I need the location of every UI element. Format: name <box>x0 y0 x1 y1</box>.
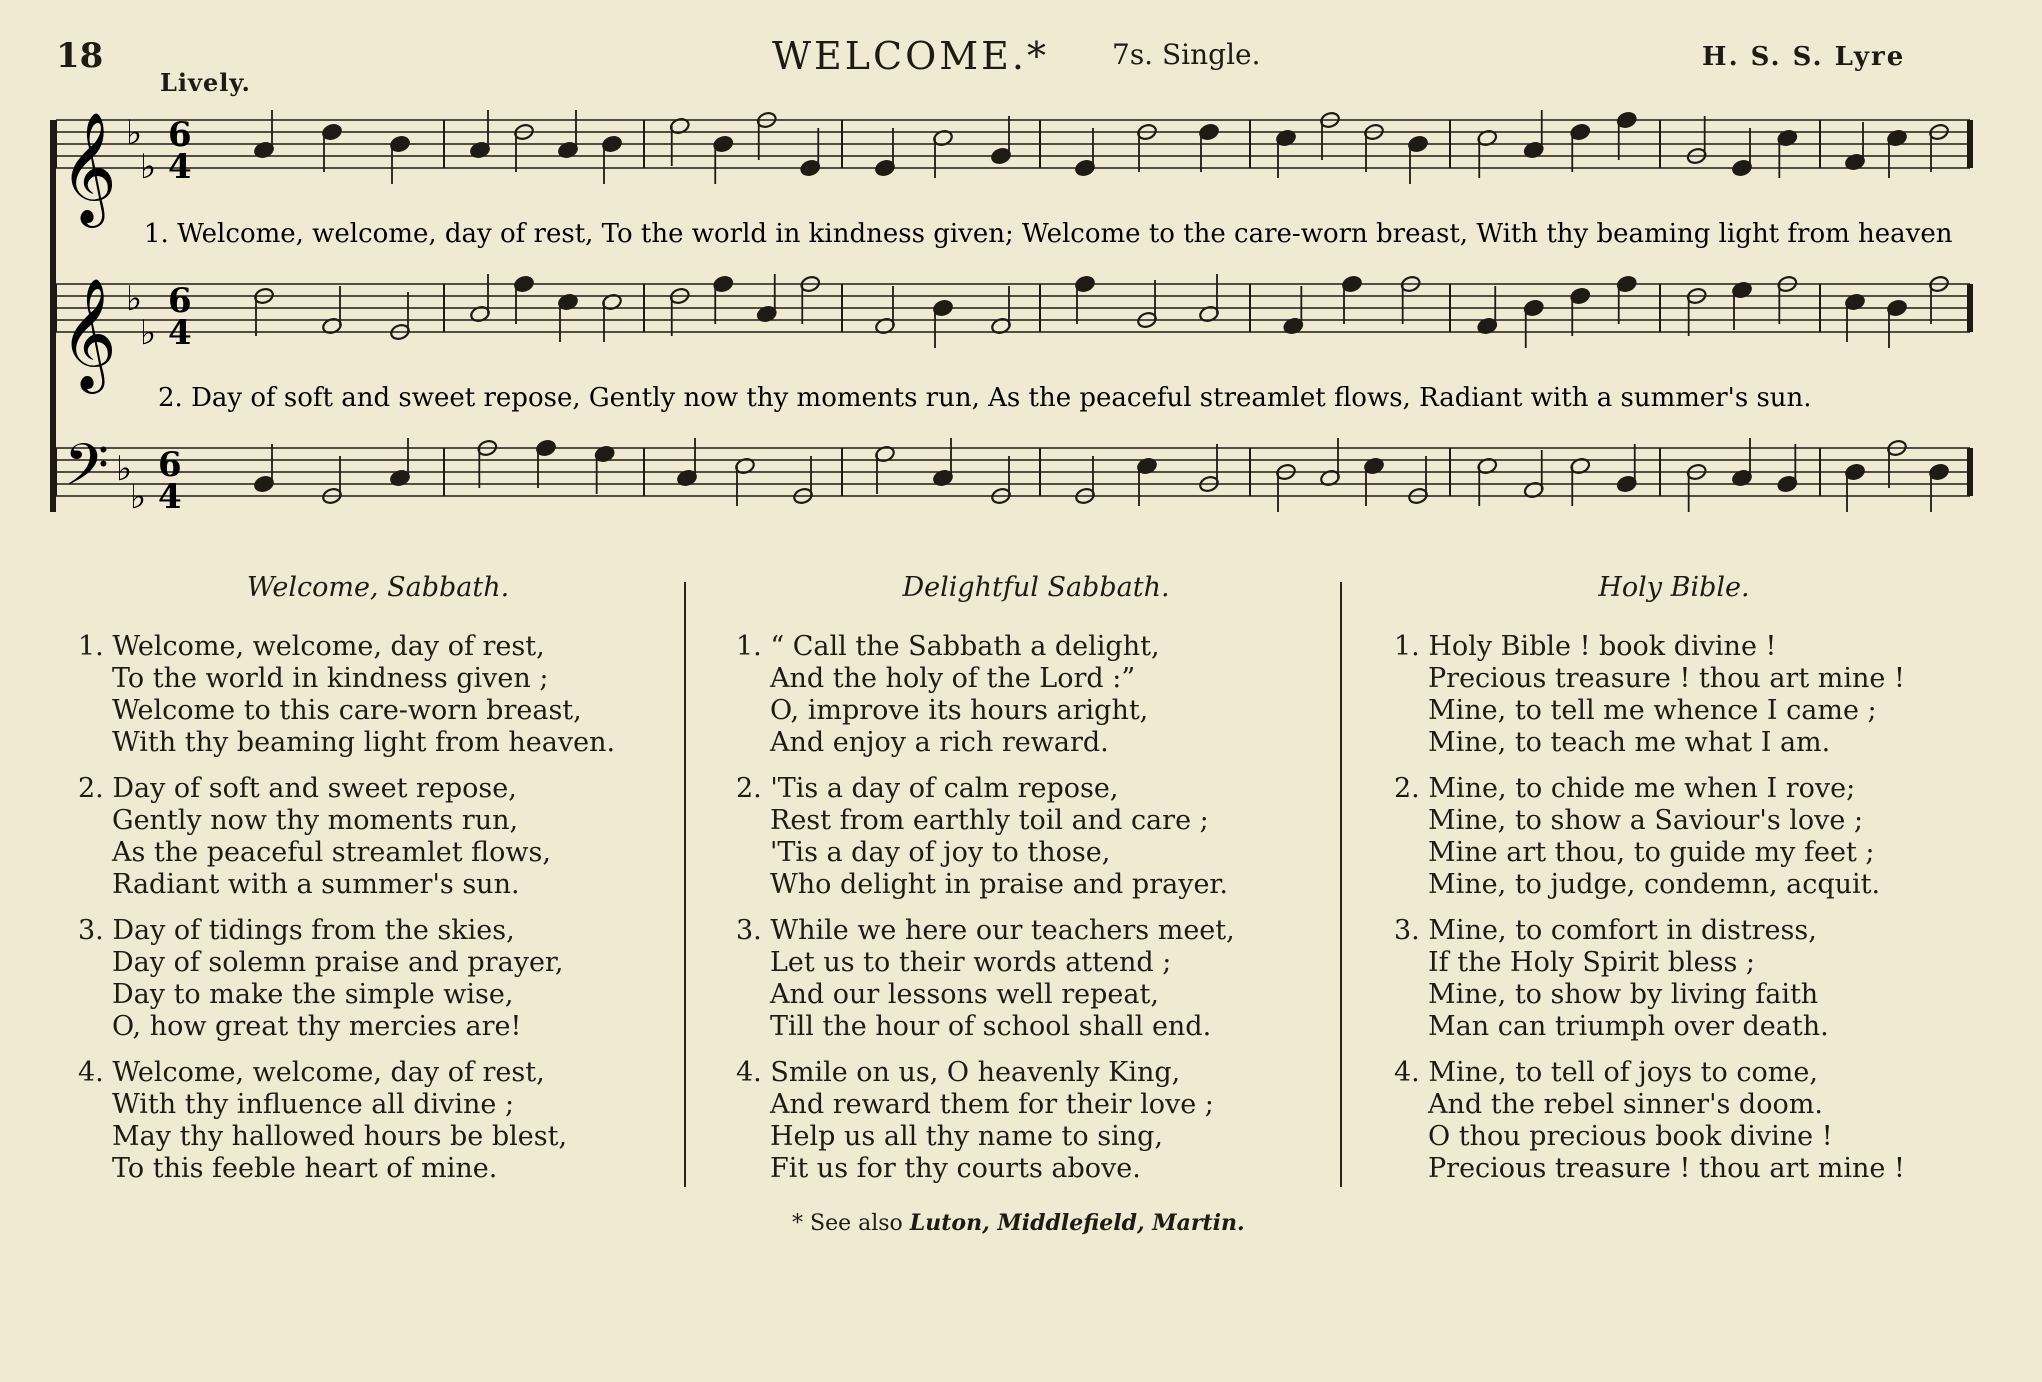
time-sig-top: 6 <box>168 281 192 321</box>
key-flat-icon: ♭ <box>116 449 133 489</box>
stanza <box>78 773 678 901</box>
verse-line: O, improve its hours aright, <box>770 695 1149 726</box>
verse-line: 4. Welcome, welcome, day of rest, <box>78 1057 545 1088</box>
key-flat-icon: ♭ <box>140 313 157 353</box>
verse-line: Rest from earthly toil and care ; <box>770 805 1209 836</box>
verse-line: Radiant with a summer's sun. <box>112 869 520 900</box>
stanza <box>78 1057 678 1185</box>
key-flat-icon: ♭ <box>126 279 143 319</box>
verse-line: May thy hallowed hours be blest, <box>112 1121 568 1152</box>
page-number: 18 <box>56 36 104 76</box>
verse-line: And the rebel sinner's doom. <box>1428 1089 1823 1120</box>
verse-line: Gently now thy moments run, <box>112 805 519 836</box>
verse-line: Let us to their words attend ; <box>770 947 1172 978</box>
verse-line: 1. “ Call the Sabbath a delight, <box>736 631 1160 662</box>
verse-line: And reward them for their love ; <box>770 1089 1214 1120</box>
stanza <box>1394 773 1954 901</box>
staff-lines <box>56 120 1970 496</box>
verse-line: Mine, to tell me whence I came ; <box>1428 695 1877 726</box>
hymn-column-3 <box>1394 572 1954 1199</box>
column-title: Holy Bible. <box>1598 572 1750 603</box>
verse-line: 3. Day of tidings from the skies, <box>78 915 515 946</box>
verse-line: 3. While we here our teachers meet, <box>736 915 1235 946</box>
stanza <box>1394 1057 1954 1185</box>
stanza <box>78 631 678 759</box>
verse-line: With thy influence all divine ; <box>112 1089 515 1120</box>
verse-line: And the holy of the Lord :” <box>770 663 1136 694</box>
source-attribution: H. S. S. Lyre <box>1702 42 1906 72</box>
meter: 7s. Single. <box>1112 38 1261 71</box>
verse-line: To the world in kindness given ; <box>112 663 549 694</box>
key-flat-icon: ♭ <box>140 147 157 187</box>
verse-line: And enjoy a rich reward. <box>770 727 1109 758</box>
hymn-column-2 <box>736 572 1336 1199</box>
verse-line: Welcome to this care-worn breast, <box>112 695 582 726</box>
music-score <box>0 0 2042 540</box>
verse-line: As the peaceful streamlet flows, <box>112 837 551 868</box>
verse-line: Mine, to show by living faith <box>1428 979 1819 1010</box>
verse-line: 4. Mine, to tell of joys to come, <box>1394 1057 1818 1088</box>
column-title: Welcome, Sabbath. <box>246 572 510 603</box>
verse-line: 1. Welcome, welcome, day of rest, <box>78 631 545 662</box>
time-sig-top: 6 <box>158 445 182 485</box>
stanza <box>736 915 1336 1043</box>
stanza <box>1394 631 1954 759</box>
verse-line: Till the hour of school shall end. <box>770 1011 1212 1042</box>
footnote <box>792 1210 1245 1236</box>
bass-clef-icon: 𝄢 <box>64 431 110 513</box>
verse-line: Mine, to judge, condemn, acquit. <box>1428 869 1881 900</box>
verse-line: Help us all thy name to sing, <box>770 1121 1163 1152</box>
key-flat-icon: ♭ <box>130 477 147 517</box>
verse-line: With thy beaming light from heaven. <box>112 727 616 758</box>
verse-line: If the Holy Spirit bless ; <box>1428 947 1755 978</box>
column-divider <box>684 582 686 1187</box>
verse-line: Day of solemn praise and prayer, <box>112 947 564 978</box>
verse-line: O, how great thy mercies are! <box>112 1011 522 1042</box>
verse-line: Mine, to teach me what I am. <box>1428 727 1831 758</box>
treble-clef-icon: 𝄞 <box>60 111 117 223</box>
key-flat-icon: ♭ <box>126 113 143 153</box>
verse-line: And our lessons well repeat, <box>770 979 1159 1010</box>
treble-clef-icon: 𝄞 <box>60 277 117 389</box>
verse-line: 'Tis a day of joy to those, <box>770 837 1111 868</box>
footnote-prefix: * See also <box>792 1211 910 1236</box>
stanza <box>736 1057 1336 1185</box>
time-sig-bottom: 4 <box>158 477 182 517</box>
lyric-underlay-2: 2. Day of soft and sweet repose, Gently now thy moments run, As the peaceful streamlet flows, Radiant with a summer's sun. <box>158 383 1812 413</box>
verse-line: Fit us for thy courts above. <box>770 1153 1141 1184</box>
stanza <box>736 631 1336 759</box>
verse-line: To this feeble heart of mine. <box>112 1153 498 1184</box>
verse-line: Mine art thou, to guide my feet ; <box>1428 837 1875 868</box>
verse-line: Precious treasure ! thou art mine ! <box>1428 1153 1905 1184</box>
time-sig-bottom: 4 <box>168 147 192 187</box>
time-sig-top: 6 <box>168 115 192 155</box>
column-divider <box>1340 582 1342 1187</box>
stanza <box>736 773 1336 901</box>
verse-line: 2. Mine, to chide me when I rove; <box>1394 773 1856 804</box>
stanza <box>78 915 678 1043</box>
notes <box>253 110 1949 512</box>
verse-line: Day to make the simple wise, <box>112 979 514 1010</box>
verse-line: Precious treasure ! thou art mine ! <box>1428 663 1905 694</box>
verse-line: 3. Mine, to comfort in distress, <box>1394 915 1817 946</box>
verse-line: Who delight in praise and prayer. <box>770 869 1228 900</box>
verse-line: Mine, to show a Saviour's love ; <box>1428 805 1864 836</box>
column-title: Delightful Sabbath. <box>902 572 1170 603</box>
verse-line: 4. Smile on us, O heavenly King, <box>736 1057 1181 1088</box>
verse-line: 2. Day of soft and sweet repose, <box>78 773 517 804</box>
verse-line: 1. Holy Bible ! book divine ! <box>1394 631 1777 662</box>
verse-line: 2. 'Tis a day of calm repose, <box>736 773 1119 804</box>
verse-line: Man can triumph over death. <box>1428 1011 1829 1042</box>
footnote-refs: Luton, Middlefield, Martin. <box>909 1210 1245 1236</box>
tempo-marking: Lively. <box>160 68 251 97</box>
verse-line: O thou precious book divine ! <box>1428 1121 1833 1152</box>
system-bracket <box>50 120 56 512</box>
hymn-title: WELCOME.* <box>772 34 1049 78</box>
stanza <box>1394 915 1954 1043</box>
hymn-column-1 <box>78 572 678 1199</box>
time-sig-bottom: 4 <box>168 313 192 353</box>
lyric-underlay-1: 1. Welcome, welcome, day of rest, To the world in kindness given; Welcome to the care-worn breast, With thy beaming light from heaven <box>144 219 1953 249</box>
